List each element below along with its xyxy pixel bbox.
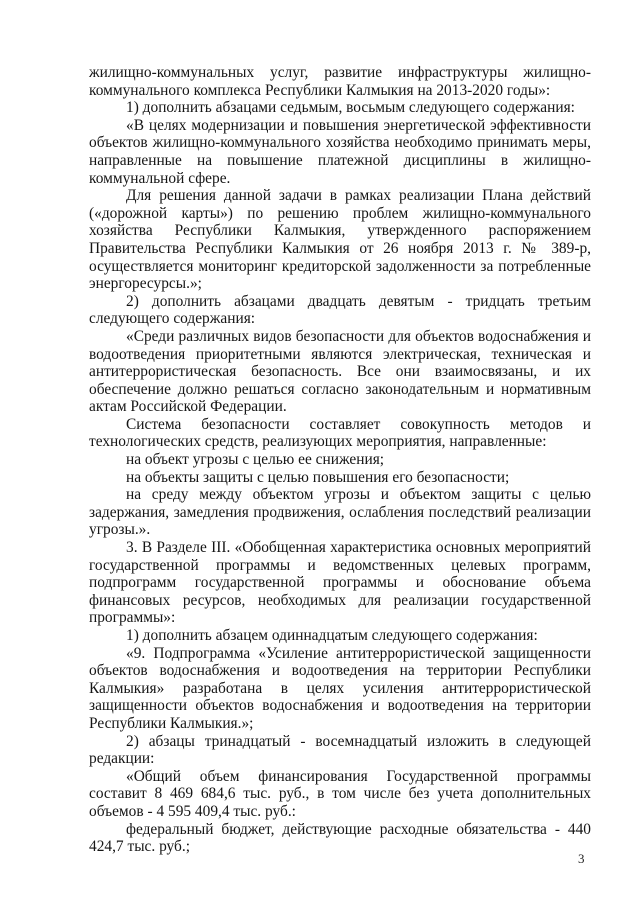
paragraph-roadmap: Для решения данной задачи в рамках реализации Плана действий («дорожной карты») по решению проблем жилищно-коммунального хозяйства Республики Калмыкия, утвержденного распоряжением Правительства Республики Калмыкия от 26 ноября 2013 г. № 389-р, осуществляется мониторинг кредиторской задолженности за потребленные энергоресурсы.»; [89,187,591,293]
paragraph-amendment-2: 2) дополнить абзацами двадцать девятым - тридцать третьим следующего содержания: [89,292,591,328]
paragraph-section-3: 3. В Разделе III. «Обобщенная характеристика основных мероприятий государственной программы и ведомственных целевых программ, подпрограмм государственной программы и обоснование объема финансовых ресурсов, необходимых для реализации государственной программы»: [89,539,591,627]
paragraph-security-system: Система безопасности составляет совокупность методов и технологических средств, реализующих мероприятия, направленные: [89,415,591,451]
paragraph-continuation: жилищно-коммунальных услуг, развитие инфраструктуры жилищно-коммунального комплекса Республики Калмыкия на 2013-2020 годы»: [89,64,591,99]
paragraph-threat-object: на объект угрозы с целью ее снижения; [126,451,385,469]
paragraph-modernization: «В целях модернизации и повышения энергетической эффективности объектов жилищно-коммунального хозяйства необходимо принимать меры, направленные на повышение платежной дисциплины в жилищно-коммунальной сфере. [89,116,591,187]
paragraph-amendment-eleventh: 1) дополнить абзацем одиннадцатым следующего содержания: [126,627,538,644]
paragraph-subprogram-9: «9. Подпрограмма «Усиление антитеррористической защищенности объектов водоснабжения и водоотведения на территории Республики Калмыкия» разработана в целях усиления антитеррористической защищенности объектов водоснабжения и водоотведения на территории Республики Калмыкия.»; [89,644,591,732]
document-body [89,64,591,856]
page-number: 3 [578,851,585,866]
paragraph-environment: на среду между объектом угрозы и объектом защиты с целью задержания, замедления продвижения, ослабления последствий реализации угрозы.». [89,486,591,539]
paragraph-federal-budget: федеральный бюджет, действующие расходные обязательства - 440 424,7 тыс. руб.; [89,820,591,856]
paragraph-amendment-thirteenth: 2) абзацы тринадцатый - восемнадцатый изложить в следующей редакции: [89,732,591,768]
paragraph-protected-objects: на объекты защиты с целью повышения его безопасности; [126,468,510,486]
paragraph-security-types: «Среди различных видов безопасности для объектов водоснабжения и водоотведения приоритетными являются электрическая, техническая и антитеррористическая безопасность. Все они взаимосвязаны, и их обеспечение должно решаться согласно законодательным и нормативным актам Российской Федерации. [89,327,591,416]
paragraph-total-financing: «Общий объем финансирования Государственной программы составит 8 469 684,6 тыс. руб., в том числе без учета дополнительных объемов - 4 595 409,4 тыс. руб.: [89,767,591,820]
paragraph-amendment-1: 1) дополнить абзацами седьмым, восьмым следующего содержания: [126,99,575,117]
